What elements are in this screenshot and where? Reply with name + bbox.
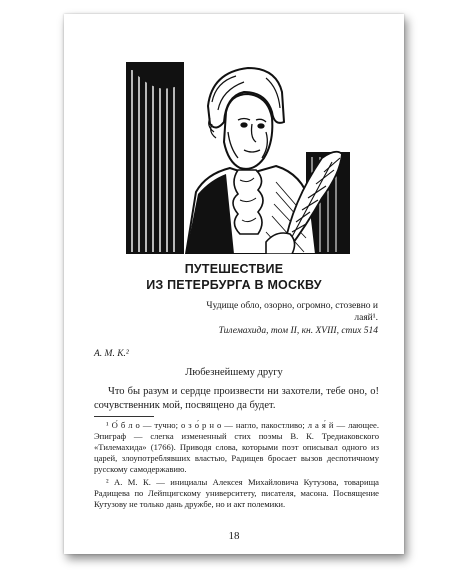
portrait-illustration: [126, 62, 350, 254]
footnote-2: ² А. М. К. — инициалы Алексея Михайловича Кутузова, товарища Радищева по Лейпцигскому университету, писателя, масона. Посвящение Кутузову не только дань дружбе, но и акт полемики.: [94, 477, 379, 509]
page-number: 18: [228, 530, 240, 542]
title-line-1: ПУТЕШЕСТВИЕ: [184, 262, 284, 276]
dedication-heading: Любезнейшему другу: [185, 367, 283, 378]
title-line-2: ИЗ ПЕТЕРБУРГА В МОСКВУ: [146, 278, 322, 292]
book-page: [64, 14, 404, 554]
body-text: Что бы разум и сердце произвести ни захотели, тебе оно, о! сочувственник мой, посвящено да будет.: [94, 386, 379, 411]
epigraph-source: Тилемахида, том II, кн. XVIII, стих 514: [218, 326, 378, 336]
epigraph-text: Чудище обло, озорно, огромно, стозевно и лаяй¹.: [206, 301, 378, 323]
dedication-initials: А. М. К.²: [94, 349, 129, 359]
footnote-rule: [94, 416, 154, 417]
footnote-1: ¹ О́ б л о — тучно; о з о́ р н о — нагло, пакостливо; л а я́ й — лающее. Эпиграф — слегка измененный стих поэмы В. К. Тредиаковского «Тилемахида» (1766). Приводя слова, которыми поэт описывал одного из царей, злоупотреблявших властью, Радищев бросает вызов деспотичному русскому самодержавию.: [94, 420, 379, 474]
